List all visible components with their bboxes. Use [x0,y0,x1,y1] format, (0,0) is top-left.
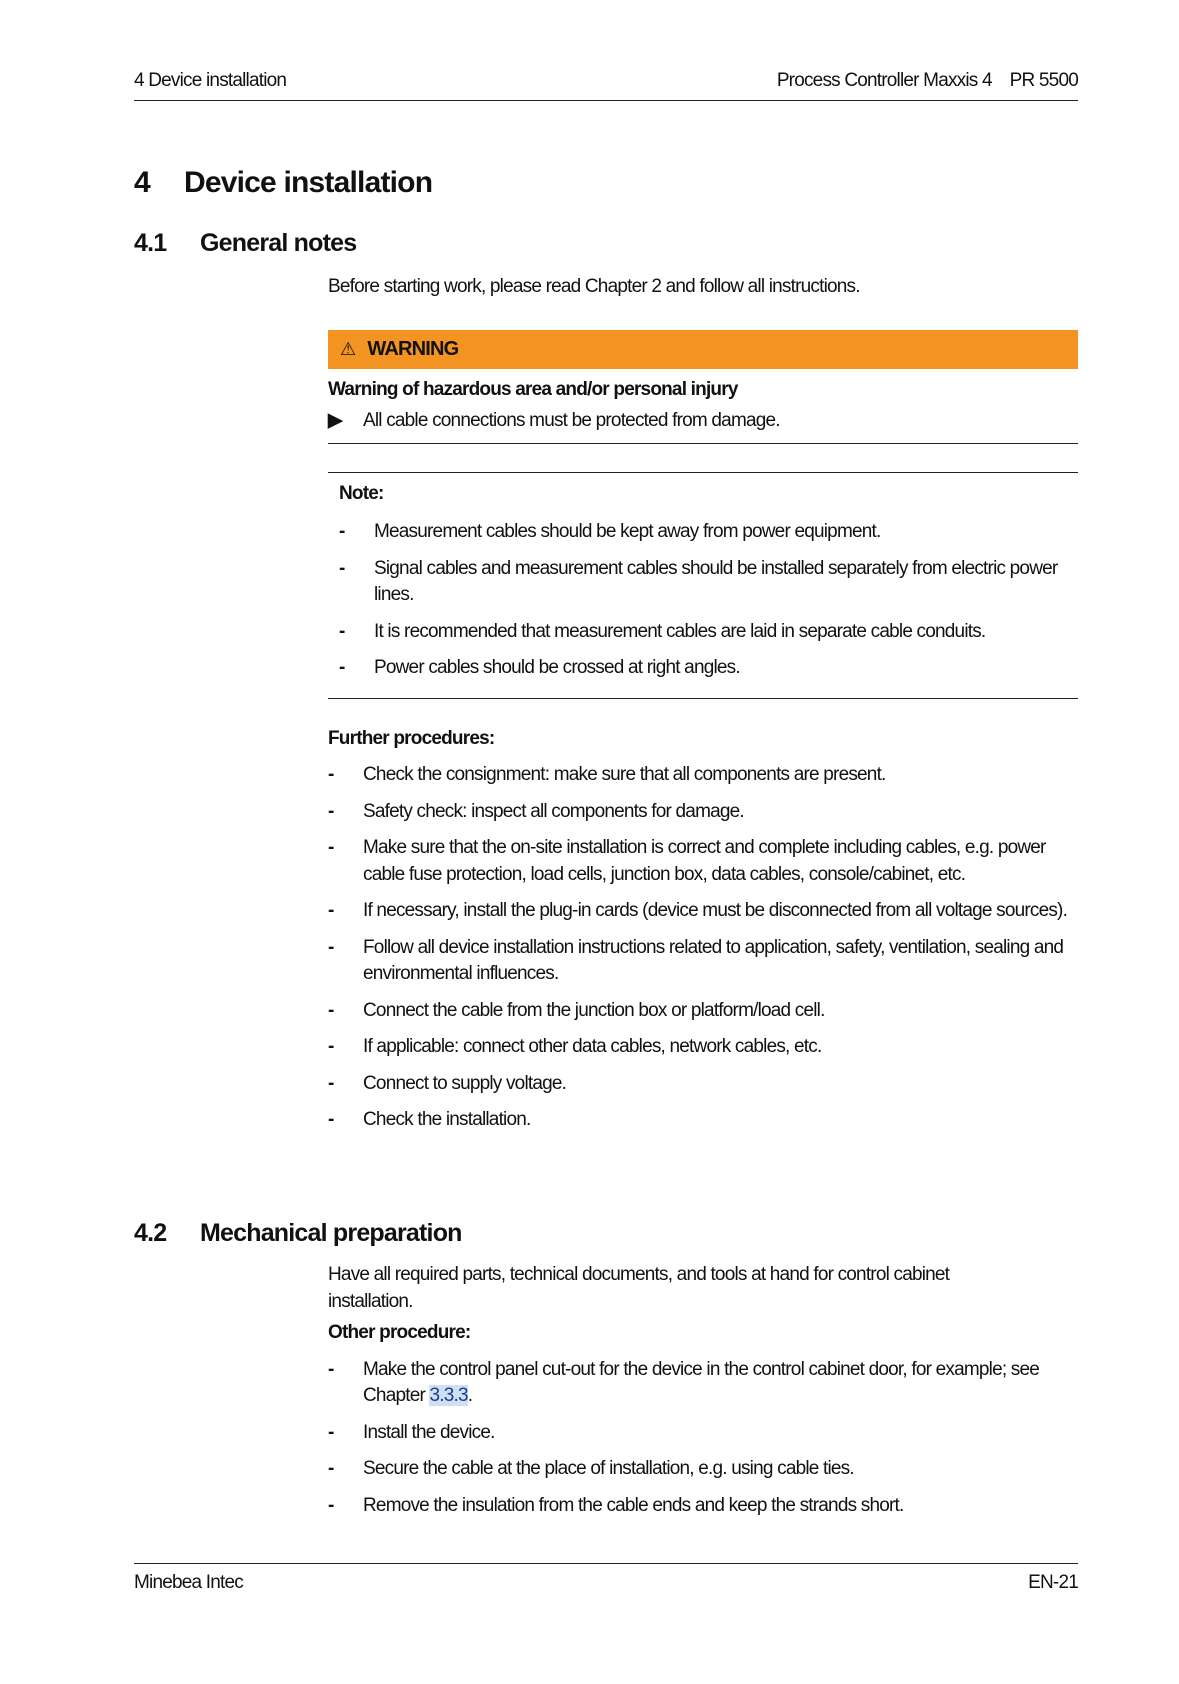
warning-box [328,330,1078,444]
dash-bullet: - [339,521,345,542]
list-item [328,799,1078,826]
intro-text: Before starting work, please read Chapter 2 and follow all instructions. [328,276,860,297]
list-item-text: Follow all device installation instructions related to application, safety, ventilation, sealing and environmental influences. [363,936,1064,984]
list-item-text: If necessary, install the plug-in cards (device must be disconnected from all voltage sources). [363,900,1068,921]
dash-bullet: - [339,657,345,678]
triangle-bullet-icon: ▶ [328,410,342,431]
dash-bullet: - [328,837,334,858]
list-item [328,1357,1078,1410]
list-item-text: If applicable: connect other data cables, network cables, etc. [363,1036,822,1057]
chapter-title-text: Device installation [184,166,433,199]
list-item-text: Install the device. [363,1421,495,1443]
note-box [328,472,1078,699]
list-item-text: Safety check: inspect all components for damage. [363,800,744,822]
list-item-text [363,1357,1078,1410]
section-title: Mechanical preparation [200,1219,462,1247]
list-item [328,1071,1078,1098]
dash-bullet: - [328,900,334,921]
chapter-link[interactable]: 3.3.3 [429,1385,468,1406]
dash-bullet: - [328,1109,334,1130]
section-number: 4.1 [134,229,167,257]
list-item-text: Secure the cable at the place of installation, e.g. using cable ties. [363,1458,854,1479]
list-item-text: Check the consignment: make sure that all components are present. [363,764,886,785]
header-product: Process Controller Maxxis 4 PR 5500 [776,70,1078,91]
dash-bullet: - [339,620,345,642]
dash-bullet: - [328,1036,334,1057]
list-item-text: Check the installation. [363,1109,531,1130]
list-item [339,519,1078,546]
list-item [328,1107,1078,1134]
list-item [328,998,1078,1025]
list-item-text: Remove the insulation from the cable ends and keep the strands short. [363,1494,904,1516]
page-header [134,70,1078,101]
list-item-text: Connect to supply voltage. [363,1072,567,1094]
chapter-title [134,166,432,200]
intro-text: Have all required parts, technical documents, and tools at hand for control cabinet installation. [328,1264,950,1312]
header-chapter: 4 Device installation [134,70,287,91]
further-title: Further procedures: [328,727,495,749]
warning-bullet [328,408,1078,444]
section-title: General notes [200,229,357,257]
warning-bar [328,330,1078,369]
warning-label: WARNING [367,337,459,360]
list-item [328,1034,1078,1061]
section-4-1-heading [134,229,356,258]
list-item [328,898,1078,925]
dash-bullet: - [328,1072,334,1094]
page-footer [134,1563,1078,1594]
section-4-2-body [328,1262,1078,1529]
warning-triangle-icon: ⚠ [340,338,356,359]
section-4-2-heading [134,1219,462,1248]
list-item [328,1420,1078,1447]
note-title: Note: [339,482,384,504]
section-4-1-body [328,274,1078,1144]
dash-bullet: - [339,557,345,579]
dash-bullet: - [328,764,334,785]
item-text-suffix: . [467,1385,473,1406]
list-item-text: Signal cables and measurement cables should be installed separately from electric power lines. [374,557,1058,605]
warning-subtitle: Warning of hazardous area and/or personal injury [328,378,738,400]
dash-bullet: - [328,1358,334,1380]
footer-company: Minebea Intec [134,1572,243,1593]
list-item-text: Make sure that the on-site installation is correct and complete including cables, e.g. power cable fuse protection, load cells, junction box, data cables, console/cabinet, etc. [363,837,1046,885]
other-procedure-title: Other procedure: [328,1322,471,1343]
chapter-number: 4 [134,166,150,199]
section-number: 4.2 [134,1219,167,1247]
list-item-text: It is recommended that measurement cables are laid in separate cable conduits. [374,620,986,642]
list-item [339,619,1078,646]
item-text: Make the control panel cut-out for the device in the control cabinet door, for example; see Chapter [363,1358,1040,1406]
list-item-text: Connect the cable from the junction box or platform/load cell. [363,999,825,1021]
list-item [328,762,1078,789]
list-item [339,655,1078,682]
list-item [328,1493,1078,1520]
dash-bullet: - [328,999,334,1021]
list-item [339,556,1078,609]
dash-bullet: - [328,1458,334,1479]
dash-bullet: - [328,800,334,822]
dash-bullet: - [328,936,334,958]
page-number: EN-21 [1028,1572,1078,1593]
list-item-text: Measurement cables should be kept away from power equipment. [374,521,881,542]
list-item [328,1456,1078,1483]
list-item-text: Power cables should be crossed at right angles. [374,657,740,678]
dash-bullet: - [328,1494,334,1516]
warning-bullet-text: All cable connections must be protected from damage. [363,410,780,431]
list-item [328,935,1078,988]
dash-bullet: - [328,1421,334,1443]
list-item [328,835,1078,888]
